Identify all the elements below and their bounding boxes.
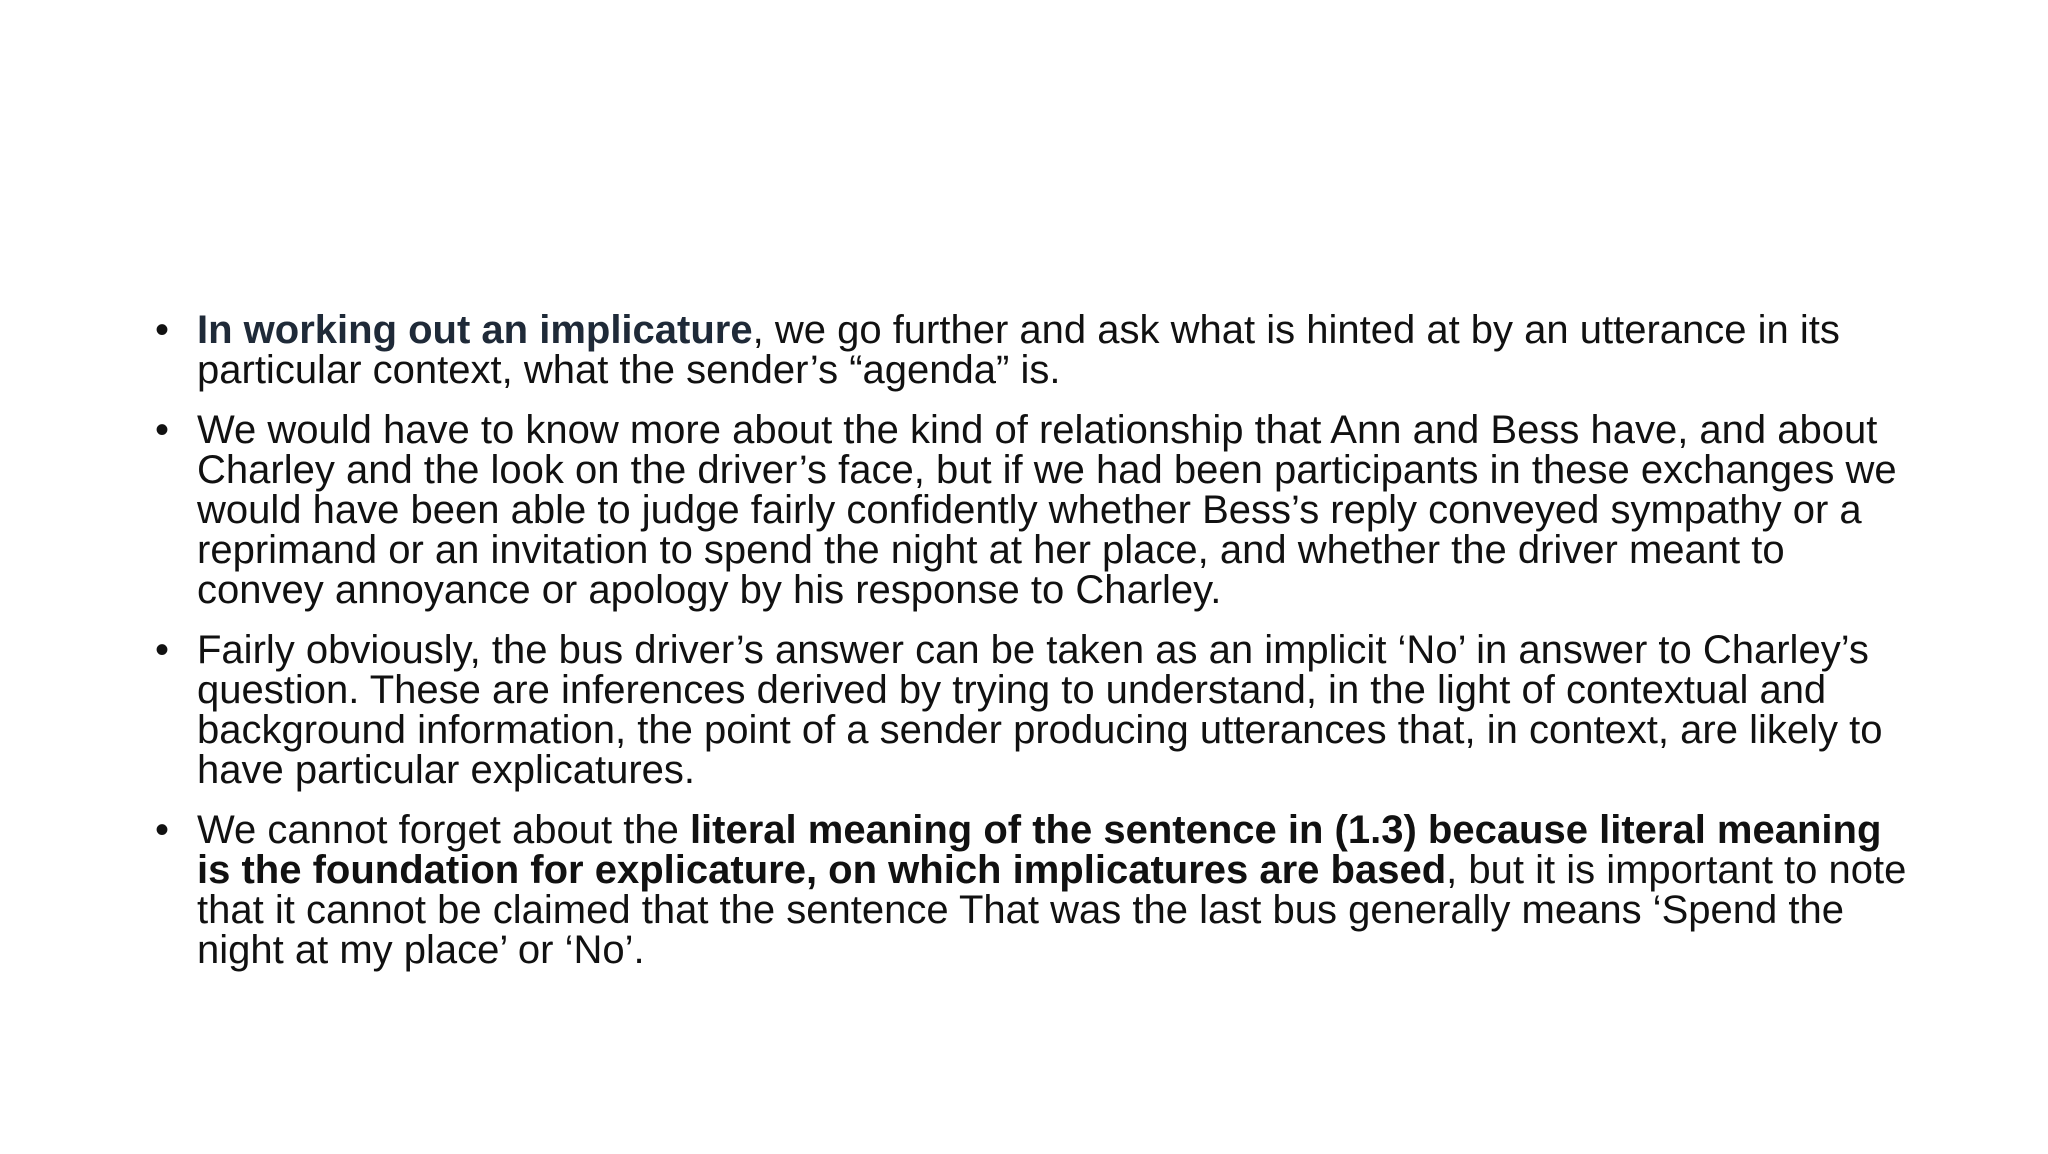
bullet-text: We would have to know more about the kind of relationship that Ann and Bess have, and about Charley and the look on the driver’s face, but if we had been participants in these exchanges we would have been able to judge fairly confidently whether Bess’s reply conveyed sympathy or a reprimand or an invitation to spend the night at her place, and whether the driver meant to convey annoyance or apology by his response to Charley. xyxy=(197,408,1897,612)
bullet-item-bus-driver xyxy=(155,630,1915,790)
bold-phrase-implicature: In working out an implicature xyxy=(197,308,753,352)
bullet-text: We cannot forget about the xyxy=(197,808,690,852)
bullet-point-icon: • xyxy=(155,408,170,452)
bullet-item-relationship xyxy=(155,410,1915,610)
bullet-text: , we go further and ask what is hinted at by an utterance in its particular context, what the sender’s “agenda” is. xyxy=(197,308,1840,392)
bullet-text: Fairly obviously, the bus driver’s answer can be taken as an implicit ‘No’ in answer to Charley’s question. These are inferences derived by trying to understand, in the light of contextual and background information, the point of a sender producing utterances that, in context, are likely to have particular explicatures. xyxy=(197,628,1883,792)
bullet-point-icon: • xyxy=(155,308,170,352)
bullet-list xyxy=(155,310,1915,990)
bullet-item-implicature xyxy=(155,310,1915,390)
bullet-point-icon: • xyxy=(155,808,170,852)
bullet-text: , but it is important to note that it cannot be claimed that the sentence That was the last bus generally means ‘Spend the night at my place’ or ‘No’. xyxy=(197,848,1907,972)
bullet-item-literal-meaning xyxy=(155,810,1915,970)
bullet-point-icon: • xyxy=(155,628,170,672)
bold-phrase-literal-meaning: literal meaning of the sentence in (1.3) because literal meaning is the foundation for explicature, on which implicatures are based xyxy=(197,808,1882,892)
